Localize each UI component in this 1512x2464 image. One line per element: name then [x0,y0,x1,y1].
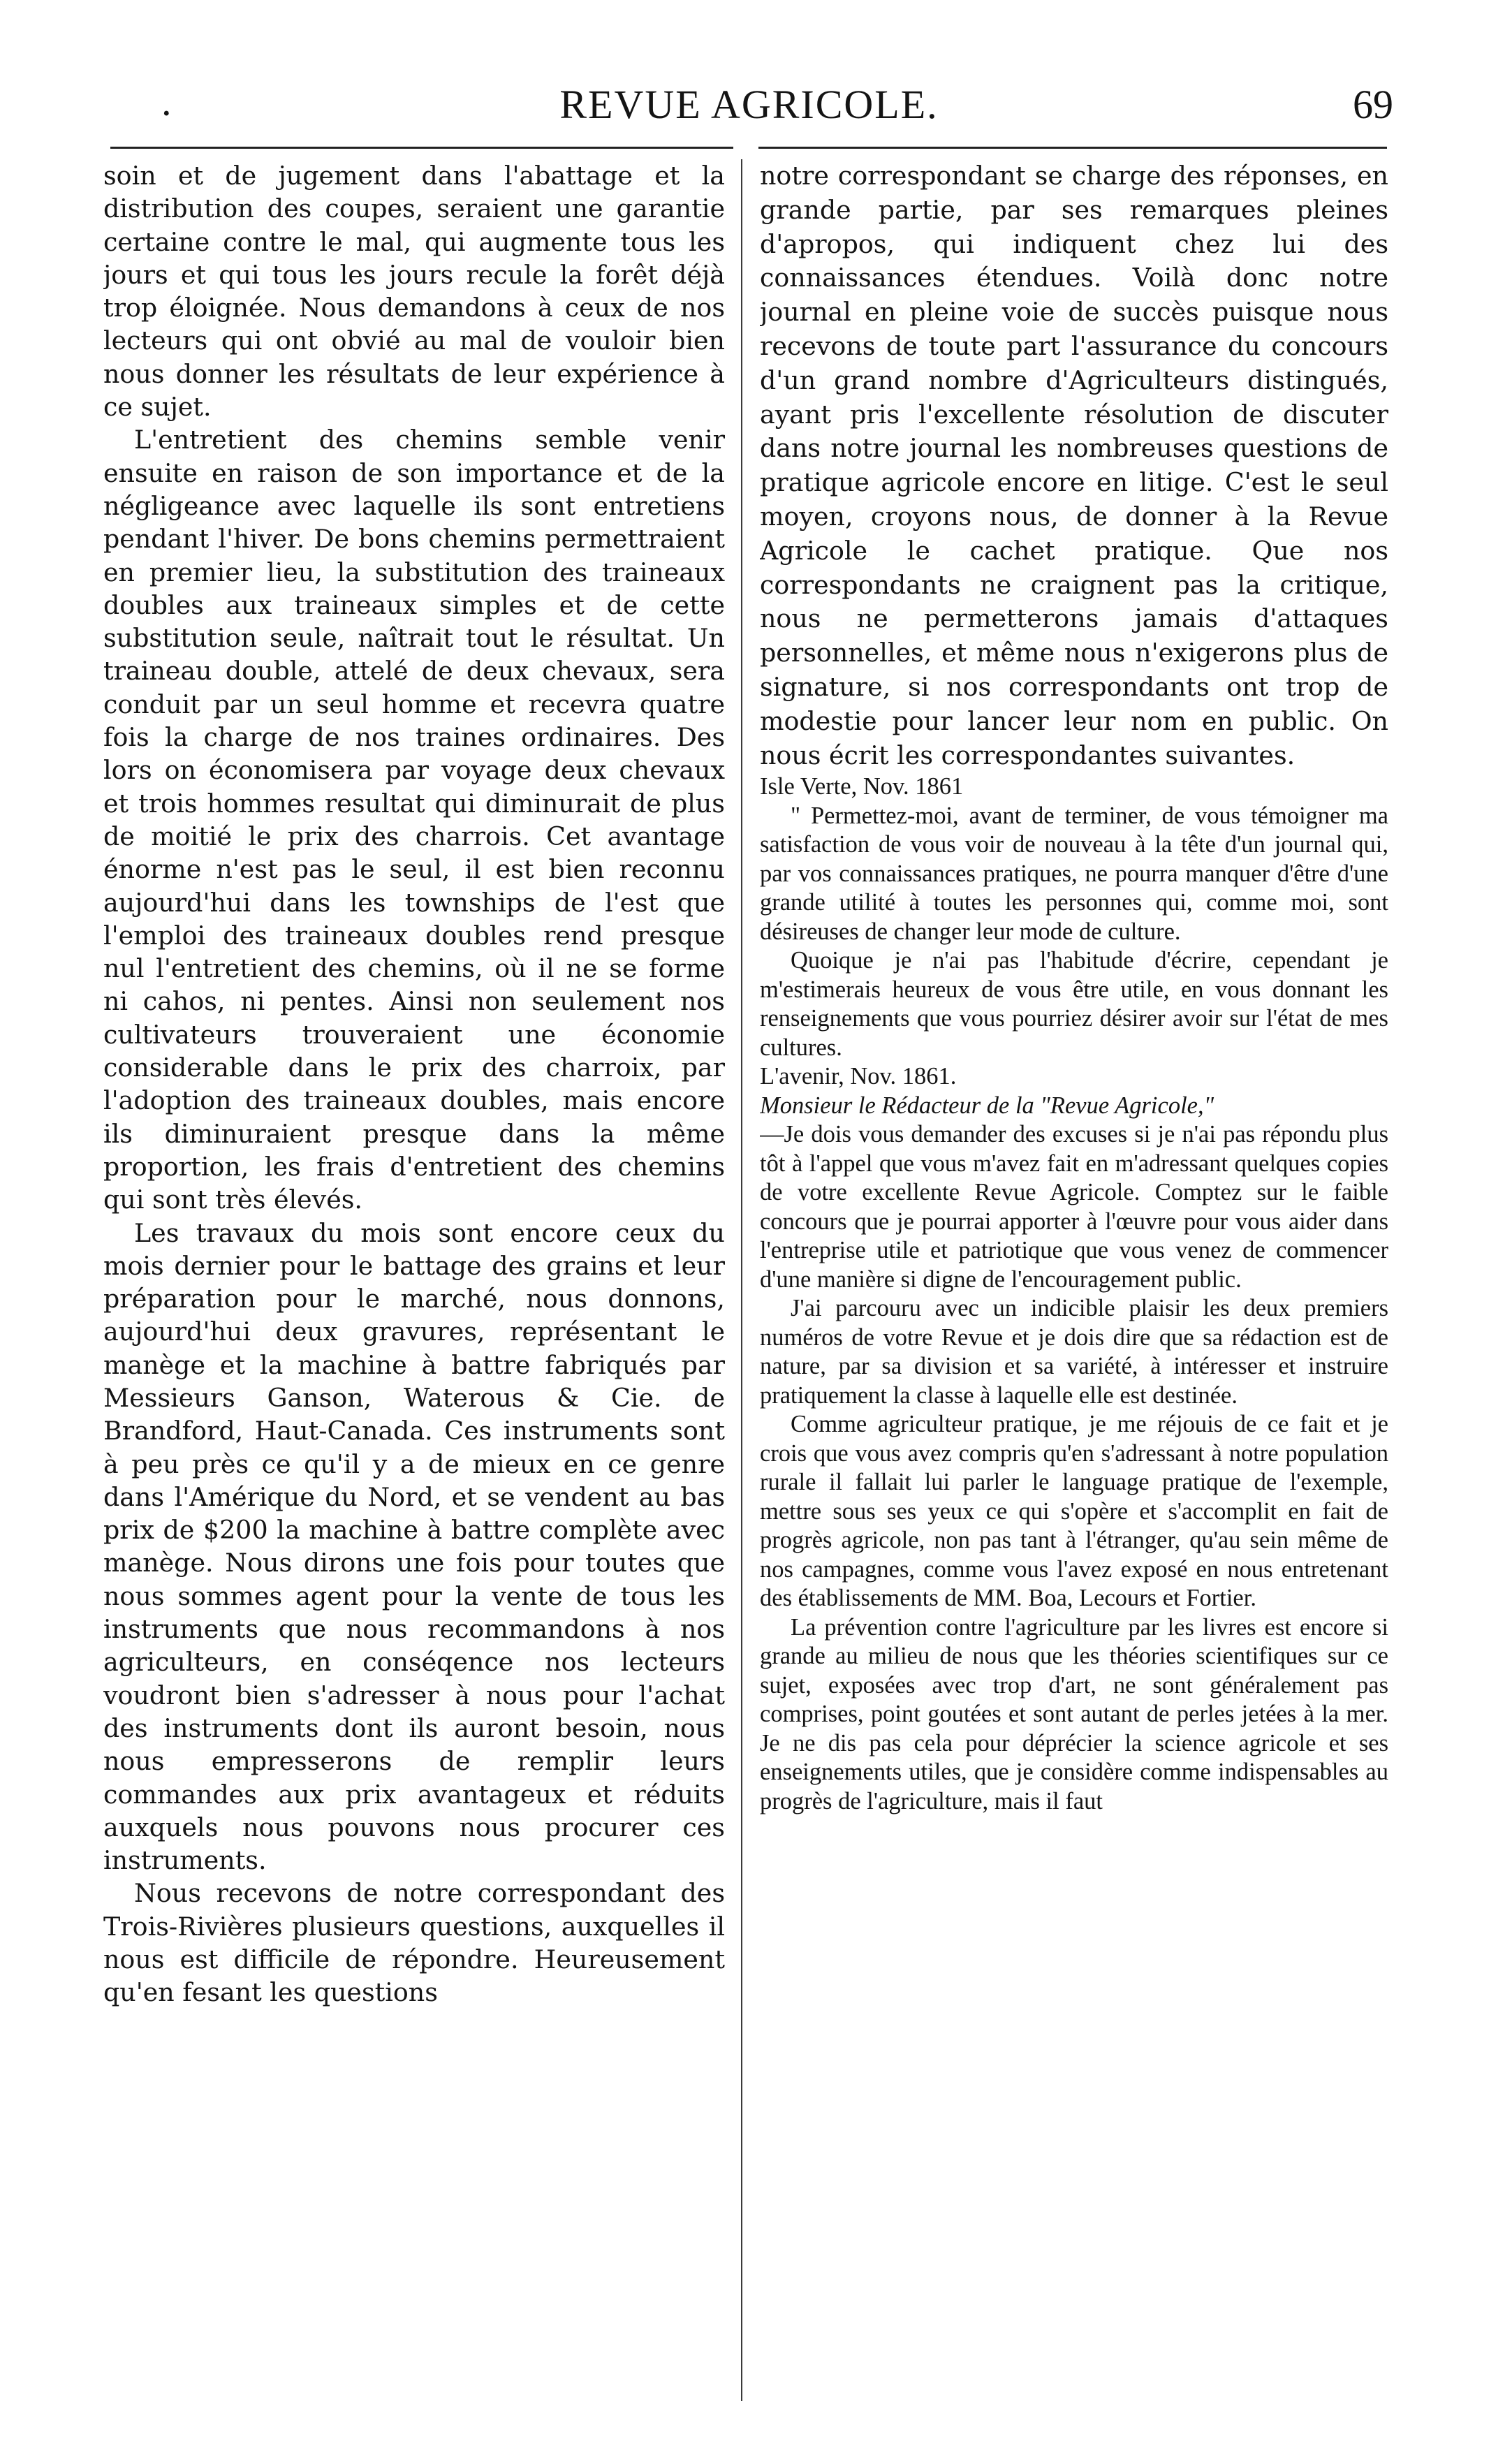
letter2-paragraph-3: Comme agriculteur pratique, je me réjouis de ce fait et je crois que vous avez compris qu'en s'adressant à notre population rurale il fallait lui parler le language pratique de l'exemple, mettre sous ses yeux ce qui s'opère et s'accomplit en fait de progrès agricole, non pas tant à l'étranger, qu'au sein même de nos campagnes, comme vous l'avez exposé en nous entretenant des établissements de MM. Boa, Lecours et Fortier. [760,1411,1388,1612]
letters-block [760,772,1388,1816]
paragraph-forest: soin et de jugement dans l'abattage et la distribution des coupes, seraient une garantie certaine contre le mal, qui augmente tous les jours et qui tous les jours recule la forêt déjà trop éloignée. Nous demandons à ceux de nos lecteurs qui ont obvié au mal de vouloir bien nous donner les résultats de leur expérience à ce sujet. [103,161,725,423]
left-top-rule [110,147,733,149]
right-column [760,159,1388,2422]
letter2-paragraph-1: —Je dois vous demander des excuses si je n'ai pas répondu plus tôt à l'appel que vous m'avez fait en m'adressant quelques copies de votre excellente Revue Agricole. Comptez sur le faible concours que je pourrai apporter à l'œuvre pour vous aider dans l'entreprise utile et patriotique que vous venez de commencer d'une manière si digne de l'encouragement public. [760,1121,1388,1293]
dateline-isle-verte: Isle Verte, Nov. 1861 [760,773,964,800]
dateline-lavenir: L'avenir, Nov. 1861. [760,1063,957,1090]
paragraph-monthly-work: Les travaux du mois sont encore ceux du mois dernier pour le battage des grains et leur préparation pour le marché, nous donnons, aujourd'hui deux gravures, représentant le manège et la machine à battre fabriqués par Messieurs Ganson, Waterous & Cie. de Brandford, Haut-Canada. Ces instruments sont à peu près ce qu'il y a de mieux en ce genre dans l'Amérique du Nord, et se vendent au bas prix de $200 la machine à battre complète avec manège. Nous dirons une fois pour toutes que nous sommes agent pour la vente de tous les instruments que nous recommandons à nos agriculteurs, en conséqence nos lecteurs voudront bien s'adresser à nous pour l'achat des instruments dont ils auront besoin, nous nous empresserons de remplir leurs commandes aux prix avantageux et réduits auxquels nous pouvons nous procurer ces instruments. [103,1217,725,1876]
left-column [103,159,725,2422]
right-top-rule [758,147,1387,149]
letter1-paragraph-2: Quoique je n'ai pas l'habitude d'écrire, cependant je m'estimerais heureux de vous être utile, en vous donnant les renseignements que vous pourriez désirer avoir sur l'état de mes cultures. [760,947,1388,1061]
column-divider [741,159,742,2401]
letter1-paragraph-1: " Permettez-moi, avant de terminer, de vous témoigner ma satisfaction de vous voir de nouveau à la tête d'un journal qui, par vos connaissances pratiques, ne pourra manquer d'être d'une grande utilité à toutes les personnes qui, comme moi, sont désireuses de changer leur mode de culture. [760,802,1388,945]
letter2-paragraph-2: J'ai parcouru avec un indicible plaisir les deux premiers numéros de votre Revue et je dois dire que sa rédaction est de nature, par sa division et sa variété, à intéresser et instruire pratiquement la classe à laquelle elle est destinée. [760,1295,1388,1409]
paragraph-correspondent: Nous recevons de notre correspondant des Trois-Rivières plusieurs questions, auxquelles il nous est difficile de répondre. Heureusement qu'en fesant les questions [103,1878,725,2008]
paragraph-responses: notre correspondant se charge des réponses, en grande partie, par ses remarques pleines d'apropos, qui indiquent chez lui des connaissances étendues. Voilà donc notre journal en pleine voie de succès puisque nous recevons de toute part l'assurance du concours d'un grand nombre d'Agriculteurs distingués, ayant pris l'excellente résolution de discuter dans notre journal les nombreuses questions de pratique agricole encore en litige. C'est le seul moyen, croyons nous, de donner à la Revue Agricole le cachet pratique. Que nos correspondants ne craignent pas la critique, nous ne permetterons jamais d'attaques personnelles, et même nous n'exigerons plus de signature, si nos correspondants ont trop de modestie pour lancer leur nom en public. On nous écrit les correspondantes suivantes. [760,161,1388,770]
header-dot: . [161,82,173,124]
letter2-salutation: Monsieur le Rédacteur de la "Revue Agricole," [760,1092,1214,1119]
running-header [105,75,1393,131]
letter2-paragraph-4: La prévention contre l'agriculture par les livres est encore si grande au milieu de nous que les théories scientifiques sur ce sujet, exposées avec trop d'art, ne sont généralement pas comprises, point goutées et sont autant de perles jetées à la mer. Je ne dis pas cela pour déprécier la science agricole et ses enseignements utiles, que je considère comme indispensables au progrès de l'agriculture, mais il faut [760,1613,1388,1814]
journal-title: REVUE AGRICOLE. [559,82,939,127]
page-number: 69 [1353,82,1393,127]
paragraph-roads: L'entretient des chemins semble venir ensuite en raison de son importance et de la négligeance avec laquelle ils sont entretiens pendant l'hiver. De bons chemins permettraient en premier lieu, la substitution des traineaux doubles aux traineaux simples et de cette substitution seule, naîtrait tout le résultat. Un traineau double, attelé de deux chevaux, sera conduit par un seul homme et recevra quatre fois la charge de nos traines ordinaires. Des lors on économisera par voyage deux chevaux et trois hommes resultat qui diminurait de plus de moitié le prix des charrois. Cet avantage énorme n'est pas le seul, il est bien reconnu aujourd'hui dans les townships de l'est que l'emploi des traineaux doubles rend presque nul l'entretient des chemins, où il ne se forme ni cahos, ni pentes. Ainsi non seulement nos cultivateurs trouveraient une économie considerable dans le prix des charroix, par l'adoption des traineaux doubles, mais encore ils diminuraient presque dans la même proportion, les frais d'entretient des chemins qui sont très élevés. [103,425,725,1215]
